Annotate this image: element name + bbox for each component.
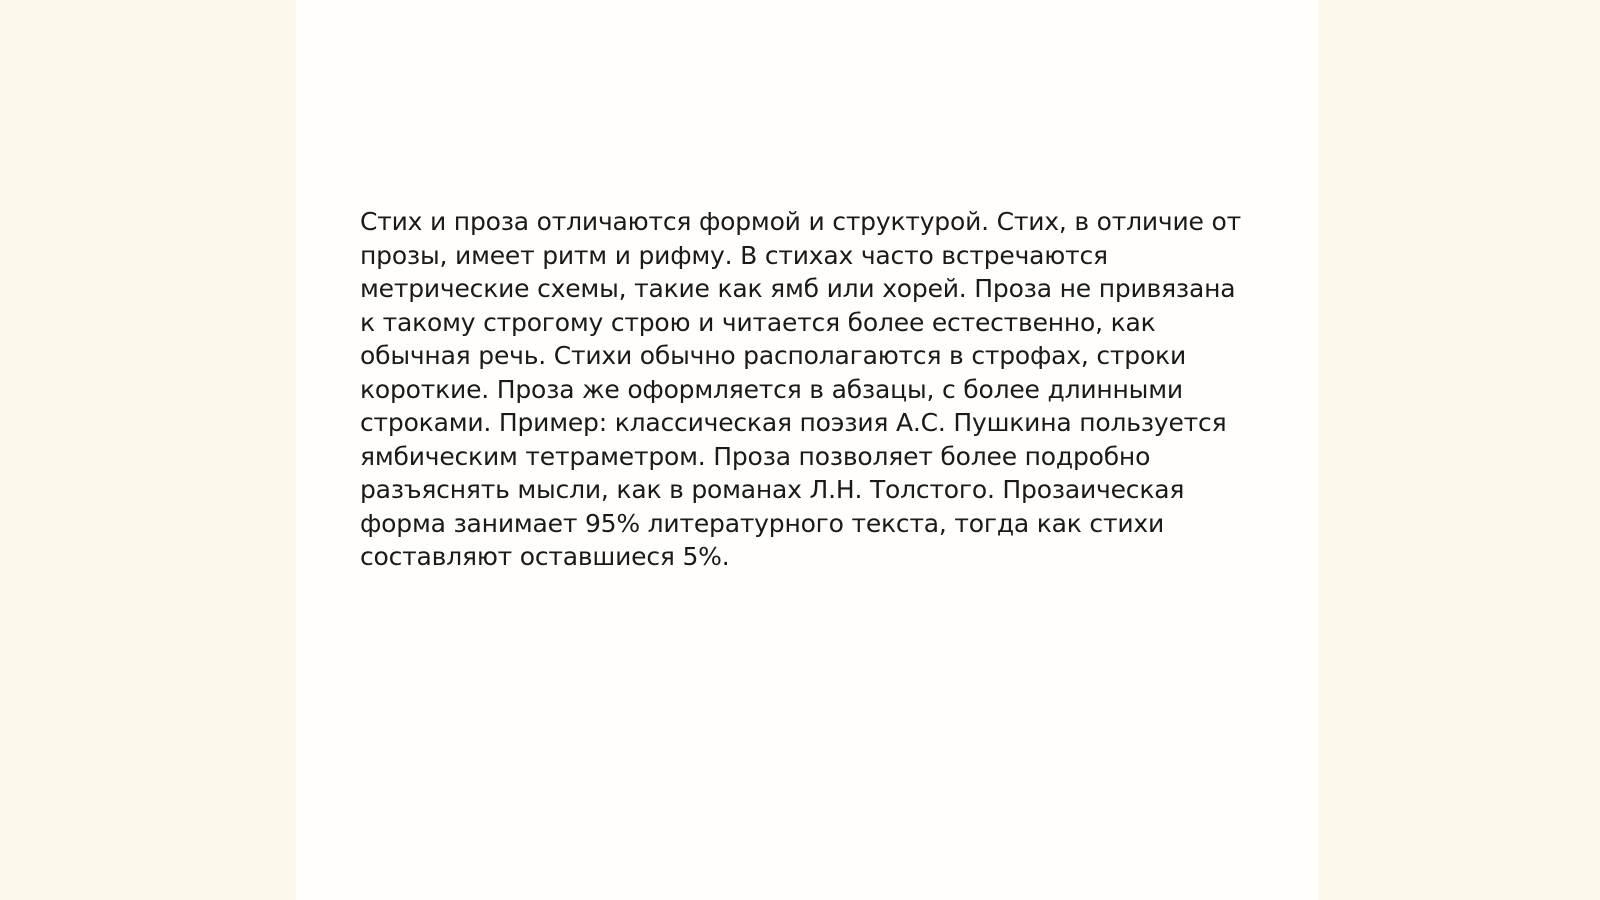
document-page [296,0,1318,900]
body-paragraph: Стих и проза отличаются формой и структурой. Стих, в отличие от прозы, имеет ритм и рифму. В стихах часто встречаются метрические схемы, такие как ямб или хорей. Проза не привязана к такому строгому строю и читается более естественно, как обычная речь. Стихи обычно располагаются в строфах, строки короткие. Проза же оформляется в абзацы, с более длинными строками. Пример: классическая поэзия А.С. Пушкина пользуется ямбическим тетраметром. Проза позволяет более подробно разъяснять мысли, как в романах Л.Н. Толстого. Прозаическая форма занимает 95% литературного текста, тогда как стихи составляют оставшиеся 5%. [360,207,1241,571]
